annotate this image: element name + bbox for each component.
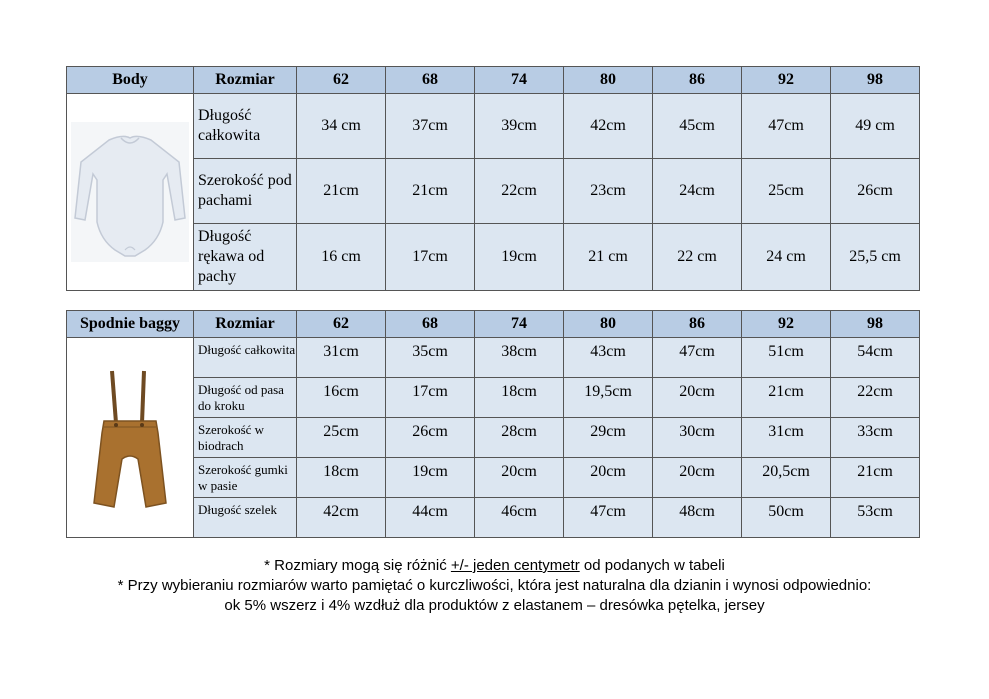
table-cell: 43cm (564, 338, 653, 378)
table-row (67, 338, 920, 378)
table-cell: 20cm (475, 458, 564, 498)
row-label: Szerokość gumki w pasie (194, 458, 297, 498)
pants-image (67, 338, 194, 538)
pants-header-row (67, 311, 920, 338)
table-cell: 21cm (297, 159, 386, 224)
header-cell: 98 (831, 311, 920, 338)
header-cell: 86 (653, 311, 742, 338)
table-row (67, 418, 920, 458)
header-cell: 74 (475, 311, 564, 338)
table-cell: 50cm (742, 498, 831, 538)
table-cell: 33cm (831, 418, 920, 458)
note-line-1 (0, 556, 989, 576)
header-cell: Body (67, 67, 194, 94)
header-cell: Rozmiar (194, 311, 297, 338)
row-label: Długość od pasa do kroku (194, 378, 297, 418)
table-cell: 31cm (742, 418, 831, 458)
table-cell: 26cm (386, 418, 475, 458)
white-bodysuit-icon (71, 122, 189, 262)
table-cell: 25cm (742, 159, 831, 224)
header-cell: 80 (564, 311, 653, 338)
body-size-table (66, 66, 920, 291)
header-cell: 68 (386, 67, 475, 94)
table-cell: 39cm (475, 94, 564, 159)
header-cell: 86 (653, 67, 742, 94)
table-row (67, 94, 920, 159)
brown-baggy-pants-icon (82, 363, 178, 513)
header-cell: 80 (564, 67, 653, 94)
header-cell: 62 (297, 311, 386, 338)
table-row (67, 224, 920, 291)
table-cell: 18cm (475, 378, 564, 418)
table-cell: 44cm (386, 498, 475, 538)
table-cell: 19cm (386, 458, 475, 498)
row-label: Długość rękawa od pachy (194, 224, 297, 291)
table-cell: 24cm (653, 159, 742, 224)
table-cell: 21cm (831, 458, 920, 498)
table-cell: 20cm (653, 458, 742, 498)
table-cell: 20cm (564, 458, 653, 498)
table-cell: 35cm (386, 338, 475, 378)
header-cell: 74 (475, 67, 564, 94)
table-cell: 38cm (475, 338, 564, 378)
row-label: Szerokość w biodrach (194, 418, 297, 458)
table-cell: 47cm (653, 338, 742, 378)
table-cell: 42cm (564, 94, 653, 159)
header-cell: 98 (831, 67, 920, 94)
table-row (67, 159, 920, 224)
table-cell: 25,5 cm (831, 224, 920, 291)
table-cell: 18cm (297, 458, 386, 498)
note-text: od podanych w tabeli (579, 557, 725, 574)
table-cell: 46cm (475, 498, 564, 538)
table-cell: 30cm (653, 418, 742, 458)
table-cell: 17cm (386, 378, 475, 418)
note-line-2: * Przy wybieraniu rozmiarów warto pamiętać o kurczliwości, która jest naturalna dla dzianin i wynosi odpowiednio: (117, 577, 872, 594)
header-cell: Spodnie baggy (67, 311, 194, 338)
table-cell: 19,5cm (564, 378, 653, 418)
table-cell: 28cm (475, 418, 564, 458)
header-cell: 68 (386, 311, 475, 338)
table-cell: 21cm (386, 159, 475, 224)
table-cell: 53cm (831, 498, 920, 538)
table-cell: 19cm (475, 224, 564, 291)
table-cell: 25cm (297, 418, 386, 458)
table-cell: 47cm (742, 94, 831, 159)
note-line-3: ok 5% wszerz i 4% wzdłuż dla produktów z elastanem – dresówka pętelka, jersey (224, 597, 765, 614)
row-label: Długość szelek (194, 498, 297, 538)
table-cell: 34 cm (297, 94, 386, 159)
table-cell: 21 cm (564, 224, 653, 291)
table-cell: 17cm (386, 224, 475, 291)
table-cell: 29cm (564, 418, 653, 458)
table-cell: 51cm (742, 338, 831, 378)
table-cell: 16cm (297, 378, 386, 418)
table-cell: 22 cm (653, 224, 742, 291)
row-label: Długość całkowita (194, 338, 297, 378)
table-cell: 31cm (297, 338, 386, 378)
table-cell: 23cm (564, 159, 653, 224)
table-cell: 24 cm (742, 224, 831, 291)
header-cell: 62 (297, 67, 386, 94)
table-cell: 16 cm (297, 224, 386, 291)
table-cell: 48cm (653, 498, 742, 538)
row-label: Szerokość pod pachami (194, 159, 297, 224)
table-cell: 22cm (475, 159, 564, 224)
bodysuit-image (67, 94, 194, 291)
table-cell: 47cm (564, 498, 653, 538)
table-cell: 21cm (742, 378, 831, 418)
table-row (67, 458, 920, 498)
size-notes (0, 556, 989, 616)
table-cell: 37cm (386, 94, 475, 159)
table-cell: 54cm (831, 338, 920, 378)
note-underlined-text: +/- jeden centymetr (450, 557, 580, 574)
table-cell: 20cm (653, 378, 742, 418)
table-cell: 20,5cm (742, 458, 831, 498)
body-header-row (67, 67, 920, 94)
note-text: * Rozmiary mogą się różnić (264, 557, 451, 574)
header-cell: 92 (742, 311, 831, 338)
table-row (67, 378, 920, 418)
table-cell: 49 cm (831, 94, 920, 159)
table-cell: 45cm (653, 94, 742, 159)
header-cell: Rozmiar (194, 67, 297, 94)
row-label: Długość całkowita (194, 94, 297, 159)
header-cell: 92 (742, 67, 831, 94)
table-cell: 22cm (831, 378, 920, 418)
pants-size-table (66, 310, 920, 538)
table-cell: 42cm (297, 498, 386, 538)
table-cell: 26cm (831, 159, 920, 224)
table-row (67, 498, 920, 538)
